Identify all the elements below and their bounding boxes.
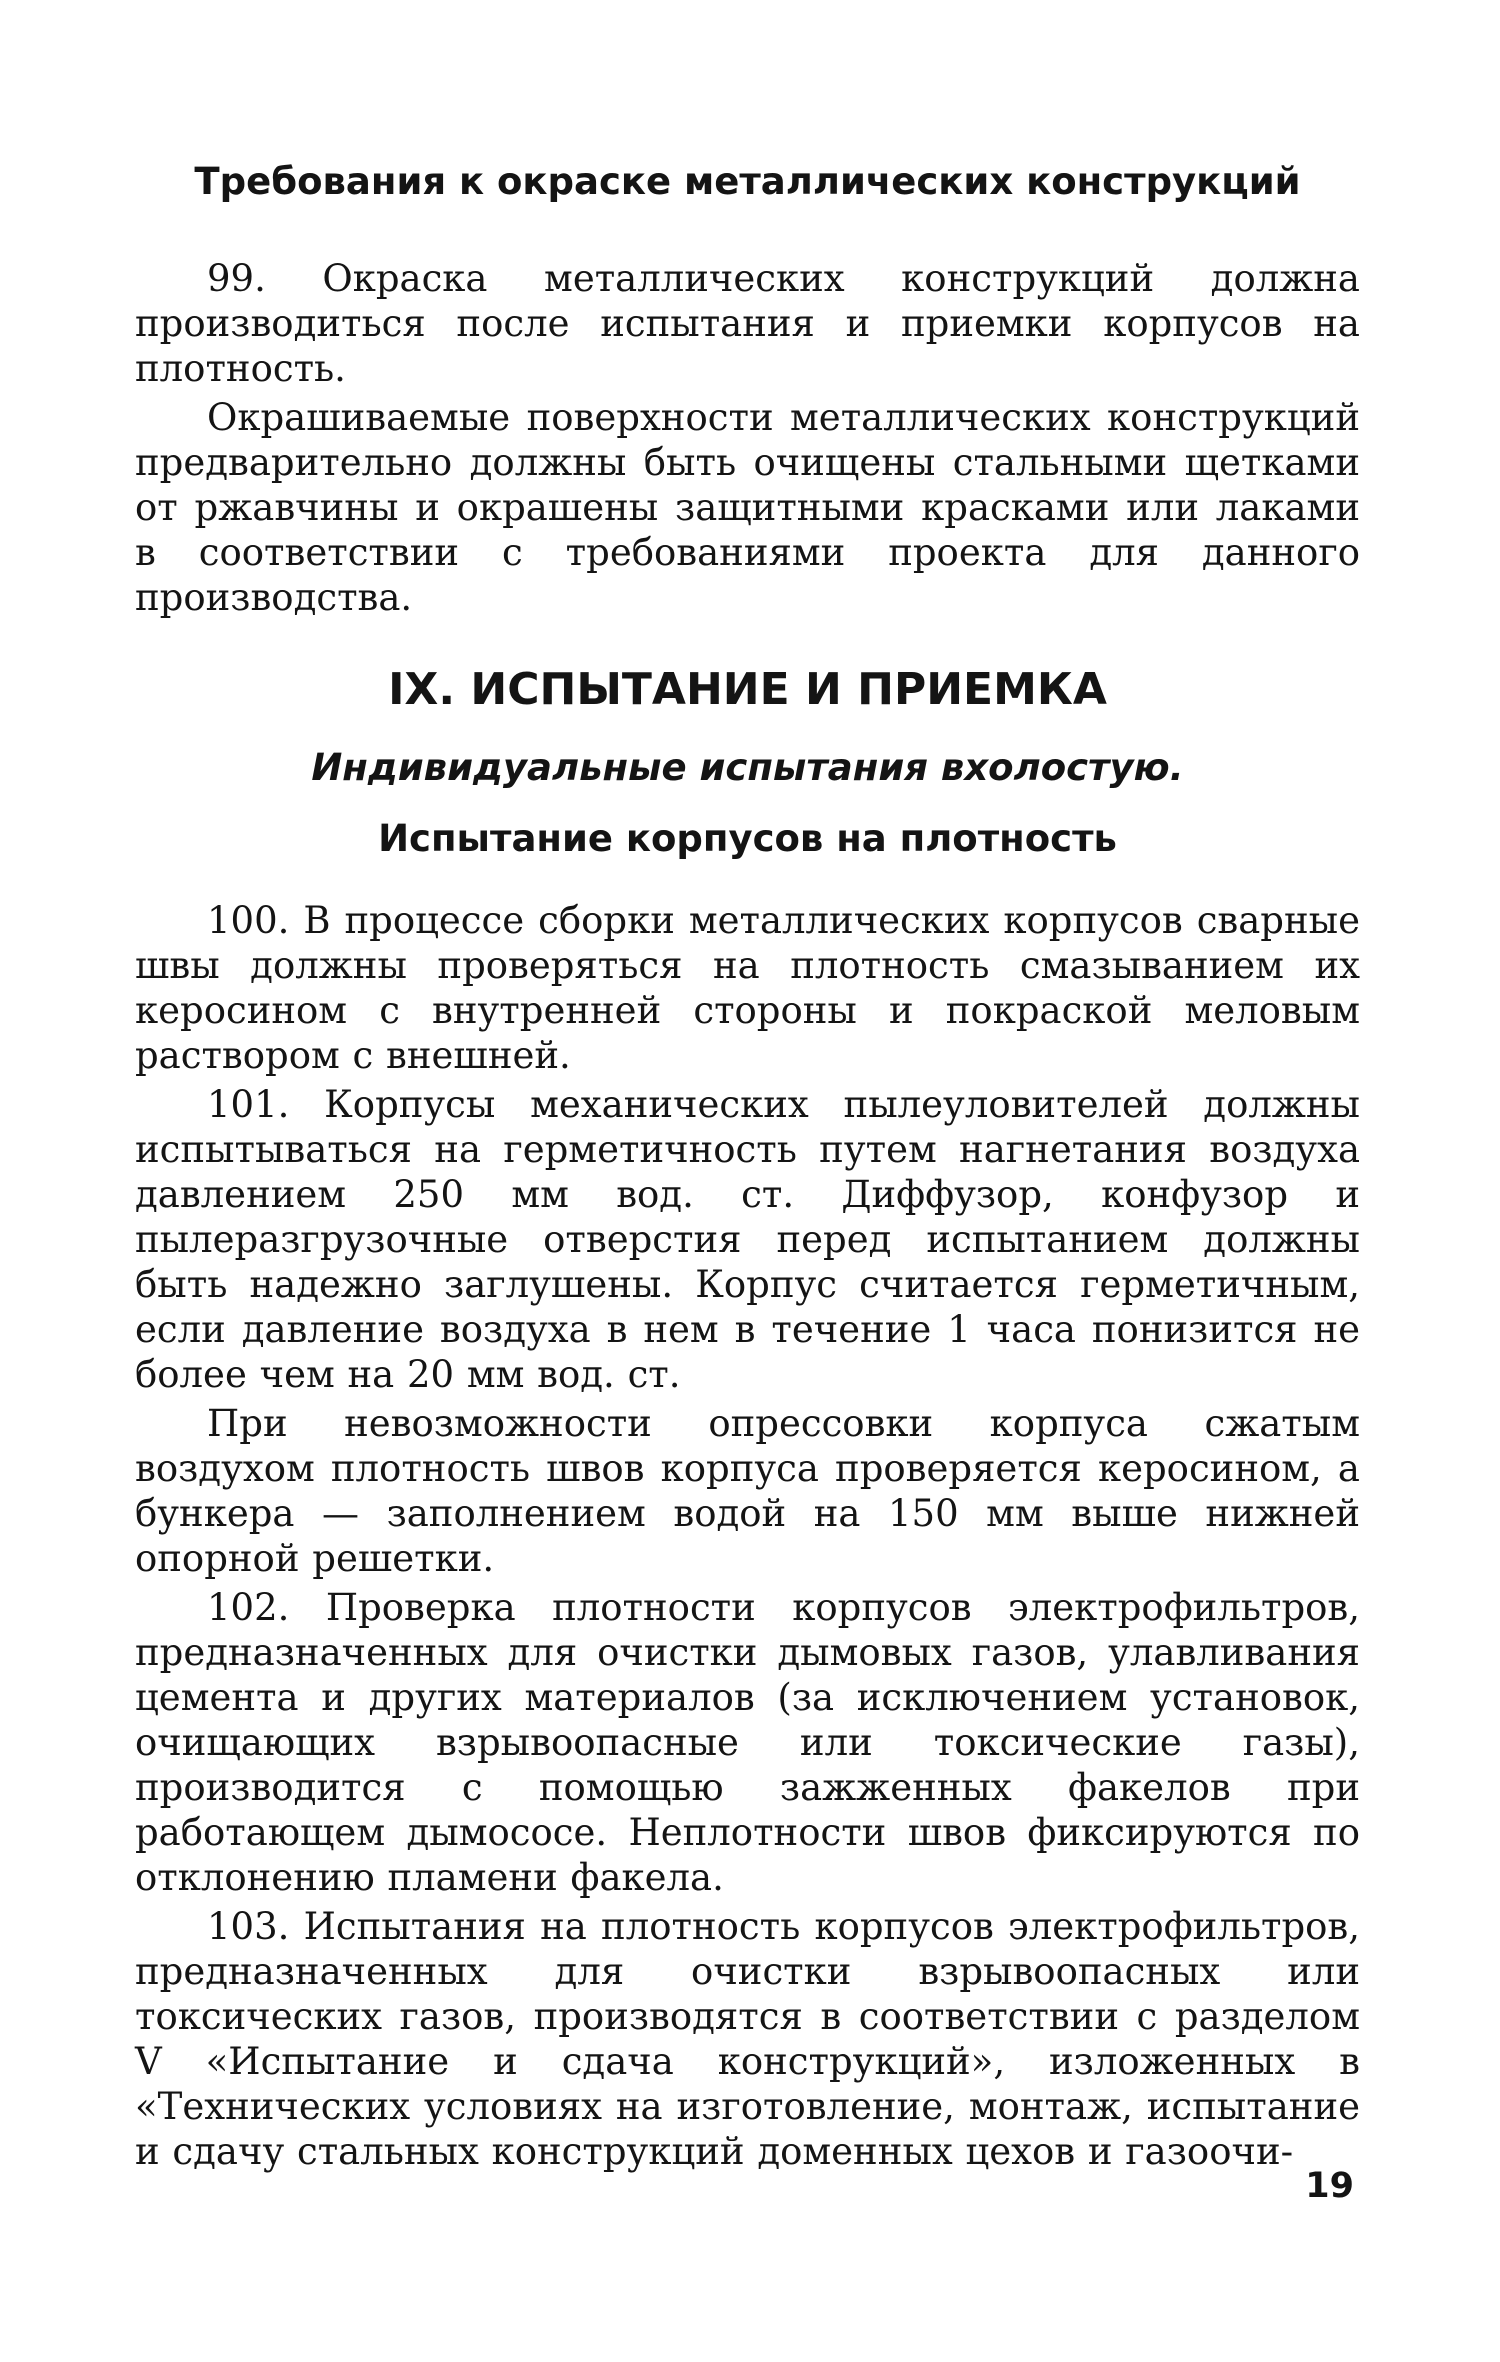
section-heading: Требования к окраске металлических конструкций [194, 160, 1301, 203]
paragraph-102: 102. Проверка плотности корпусов электрофильтров, предназначенных для очистки дымовых газов, улавливания цемента и других материалов (за исключением установок, очищающих взрывоопасные или токсические газы), производится с помощью зажженных факелов при работающем дымососе. Неплотности швов фиксируются по отклонению пламени факела. [135, 1586, 1360, 1899]
page-body [135, 150, 1360, 2178]
paragraph-103: 103. Испытания на плотность корпусов электрофильтров, предназначенных для очистки взрывоопасных или токсических газов, производятся в соответствии с разделом V «Испытание и сдача конструкций», изложенных в «Технических условиях на изготовление, монтаж, испытание и сдачу стальных конструкций доменных цехов и газоочи- [135, 1905, 1360, 2173]
subheading-density-test: Испытание корпусов на плотность [378, 817, 1117, 860]
paragraph-painting-surfaces: Окрашиваемые поверхности металлических конструкций предварительно должны быть очищены стальными щетками от ржавчины и окрашены защитными красками или лаками в соответствии с требованиями проекта для данного производства. [135, 396, 1360, 619]
page-number: 19 [1305, 2166, 1354, 2206]
paragraph-100: 100. В процессе сборки металлических корпусов сварные швы должны проверяться на плотность смазыванием их керосином с внутренней стороны и покраской меловым раствором с внешней. [135, 899, 1360, 1077]
paragraph-99: 99. Окраска металлических конструкций должна производиться после испытания и приемки корпусов на плотность. [135, 257, 1360, 390]
chapter-heading: IX. ИСПЫТАНИЕ И ПРИЕМКА [388, 664, 1107, 715]
paragraph-pressure-alternative: При невозможности опрессовки корпуса сжатым воздухом плотность швов корпуса проверяется керосином, а бункера — заполнением водой на 150 мм выше нижней опорной решетки. [135, 1402, 1360, 1580]
subheading-idle-tests: Индивидуальные испытания вхолостую. [311, 746, 1184, 789]
paragraph-101: 101. Корпусы механических пылеуловителей должны испытываться на герметичность путем нагнетания воздуха давлением 250 мм вод. ст. Диффузор, конфузор и пылеразгрузочные отверстия перед испытанием должны быть надежно заглушены. Корпус считается герметичным, если давление воздуха в нем в течение 1 часа понизится не более чем на 20 мм вод. ст. [135, 1083, 1360, 1396]
